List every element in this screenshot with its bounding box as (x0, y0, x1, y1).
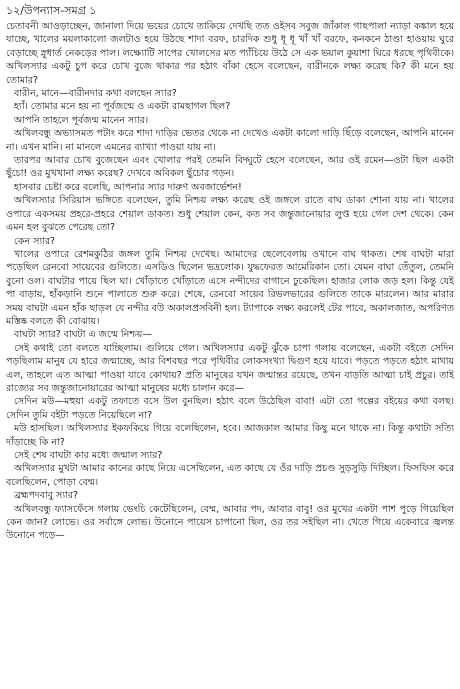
paragraph: বারীন, মানে—বারীনদার কথা বলছেন স্যার? (14, 88, 177, 100)
paragraph: খালের ওপারে রেশমকুঠির জঙ্গল তুমি নিশ্চয় দেখেছ। আমাদের ছেলেবেলায় ওখানে বাঘ থাকত। শেষ বাঘটা মারা পড়েছিল রেনবো সায়েবের গুলিতে। এসডিও ছিলেন ভদ্রলোক। যুদ্ধফেরত আমেরিকান তো। যেমন বাঘা তেঁতুল, তেমনি বুনো ওল। বাঘটার পায়ে ছিল ঘা। খোঁড়াতে খোঁড়াতে এসে নন্দীদের বাগানে ঢুকেছিল। হাজার লোক জড় হল। কিন্তু যেই পা বাড়ায়, হাঁকড়ানি শুনে পালাতে শুরু করে। শেষে, রেনবো সায়েব রিভলভারের গুলিতে তাকে মারলেন। আর মারার সময় বাঘটা এমন হাঁক ছাড়ল যে নন্দীর বউ অকালপ্রসবিনী হল। ট্যাপাকে লক্ষ্য করলেই টের পাবে, অকালজাত, অপরিণত মস্তিষ্ক বলতে কী বোঝায়। (6, 248, 454, 327)
paragraph: বাঘটা স্যার? বাঘটা এ জন্মে নিশ্চয়— (14, 329, 152, 341)
paragraph: হ্যাঁ। তোমার মনে হয় না পূর্বজন্মে ও একটা রামছাগল ছিল? (14, 101, 231, 113)
paragraph: ব্রহ্মপদবাবু স্যার? (14, 490, 78, 502)
paragraph: তারপর আবার চোখ বুজেছেন এবং খোলার পরই তেমনি বিদ্ঘুটে হেসে বলেছেন, আর ওই রমেন—ওটা ছিল একটা ছুঁচো! ওর মুখখানা লক্ষ্য করেছ? দেখবে অবিকল ছুঁচোর গড়ন। (6, 155, 454, 180)
paragraph: অখিলবন্ধু ফ্যাসফেঁসে গলায় ভেংচি কেটেছিলেন, বেম্ম, আবার পদ, আবার বাবু! ওর মুখের একটা পাশ পুড়ে গিয়েছিল কেন জান? লোভে। ওর সর্বাঙ্গে লোভ। উনোনে পায়েস চাপানো ছিল, ওর তর সইছিল না। খেতে গিয়ে একেবারে জ্বলন্ত উনোনে পড়ে— (6, 503, 454, 542)
paragraph: হাসবার চেষ্টা করে বলেছি, আপনার স্যার দারুণ অবজার্ভেশন! (14, 181, 242, 193)
paragraph: মউ হাসছিল। অখিলস্যার ইকফকিয়ে গিয়ে বলেছিলেন, হবে। আজকাল আমার কিছু মনে থাকে না। কিন্তু কথাটা সত্যি দাঁড়াচ্ছে কি না? (6, 423, 454, 448)
paragraph: অখিলস্যার সিরিয়াস ভঙ্গিতে বলেছেন, তুমি নিশ্চয় লক্ষ্য করেছ ওই জঙ্গলে রাতে বাঘ ডাকা শোনা যায় না। খালের ওপারে একসময় প্রহরে-প্রহরে শেয়াল ডাকত। শুধু শেয়াল কেন, কত সব জন্তুজানোয়ার লুপ্ত হয়ে গেল দেশ থেকে। কেন এমন হল বুঝতে পেরেছ তো? (6, 195, 454, 234)
paragraph: সেই শেষ বাঘটা কার মধ্যে জন্মাল স্যার? (14, 450, 163, 461)
paragraph: সেই কথাই তো বলতে যাচ্ছিলাম। গুলিয়ে গেল। অখিলস্যার একটু ঝুঁকে চাপা গলায় বলেছেন, একটা বইতে সেদিন পড়ছিলাম মানুষ যে হারে জন্মাচ্ছে, আর বিশবছর পরে পৃথিবীর লোকসংখ্যা দ্বিগুণ হয়ে যাবে। পড়তে পড়তে হঠাৎ মাথায় এল, তাহলে এত আত্মা পাওয়া যাবে কোথায়? প্রতি মানুষের যখন জন্মান্তর রয়েছে, তখন বাড়তি আত্মা চাই প্রচুর। তাই রাজ্যের সব জন্তুজানোয়ারের আত্মা মানুষের মধ্যে চালান করে— (6, 342, 454, 394)
paragraph: আপনি তাহলে পূর্বজন্ম মানেন স্যার। (14, 114, 149, 126)
body-text (6, 20, 454, 685)
paragraph: অখিলবন্ধু অভ্যাসমত পটাং করে শাদা দাড়ির ভেতর থেকে না দেখেও একটা কালো দাড়ি ছিঁড়ে বলেছেন, আপনি মানেন না। এখন মানি। না মানলে এমনের ব্যাখ্যা পাওয়া যায় না। (6, 128, 454, 153)
paragraph: অখিলস্যার মুখটা আমার কানের কাছে নিয়ে এসেছিলেন, এত কাছে যে ওঁর দাড়ি প্রচণ্ড সুড়সুড়ি দিচ্ছিল। ফিসফিস করে বলেছিলেন, পোড়া বেম্ম। (6, 463, 454, 488)
running-head: ১২/উপন্যাস-সমগ্র ১ (6, 4, 97, 17)
paragraph: কেন স্যার? (14, 235, 56, 247)
paragraph: চেতাবনী আওড়াচ্ছেন, জানালা দিয়ে ভয়ের চোখে তাকিয়ে দেখছি তত ওইসব সবুজ জাঁকাল গাছপালা ন্যাড়া কঙ্কাল হয়ে যাচ্ছে, খালের ময়লাকালো জলটাও হয়ে উঠছে শাদা বরফ, চারদিক শুধু ধূ ধূ খাঁ খাঁ বরফে, কনকনে ঠাণ্ডা হাওয়ায় ঘুরে বেড়াচ্ছে স্নুধার্ত নেকড়ের পাল। লক্ষ্যোটি সাপের খোলসের মত প্যাঁচিয়ে উঠে সে এক ভয়াল কুয়াশা ঘিরে ধরছে পৃথিবীকে। অখিলস্যার একটু চুপ করে চোখ বুজে থাকার পর হঠাৎ বাঁকা হেসে বলেছেন, বারীনকে লক্ষ্য করেছ কি? কী মনে হয় তোমার? (6, 21, 454, 86)
paragraph: সেদিন মউ—মহুয়া একটু তফাতে বসে উল বুনছিল। হঠাৎ বলে উঠেছিল বাবা! এটা তো গল্পের বইয়ের কথা বলছ। সেদিন তুমি বইটা পড়তে নিয়েছিলে না? (6, 396, 454, 421)
